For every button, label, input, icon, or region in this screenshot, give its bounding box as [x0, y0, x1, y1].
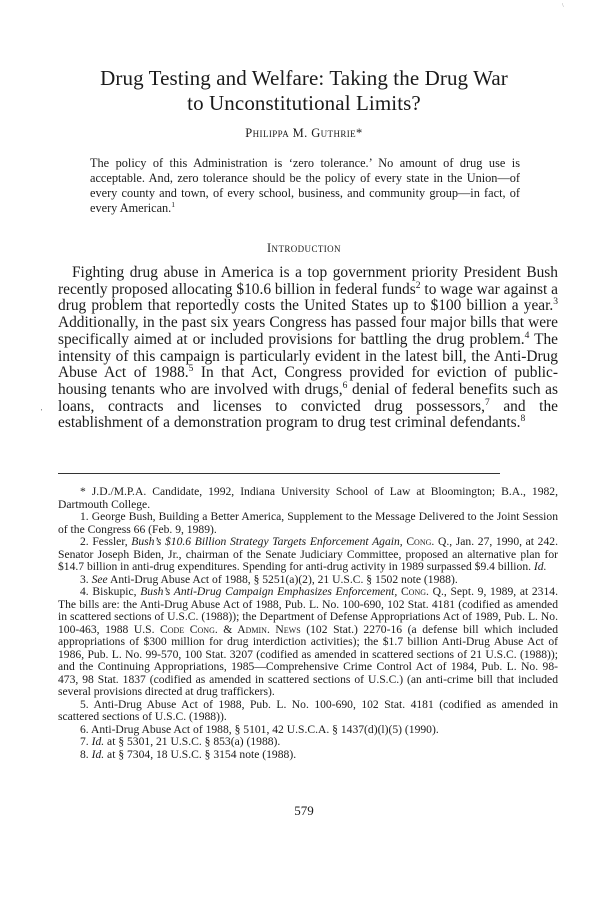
text-run: (102 Stat.) 2270-16 (a defense bill which included appropriations of $300 million for drug interdiction activities); the $1.7 billion Anti-Drug Abuse Act of 1986, Pub. L. No. 99-570, 100 Stat. 3207 (codified as amended in scattered sections of 21 U.S.C. (1988)); and the Continuing Appropriations, 1985—Comprehensive Crime Control Act of 1984, Pub. L. No. 98-473, 98 Stat. 1837 (codified as amended in scattered sections of U.S.C.) (an anti-crime bill that included several provisions directed at drug traffickers). — [58, 622, 558, 698]
text-run: 4. Biskupic, — [80, 585, 141, 598]
author-byline — [0, 126, 608, 141]
title-line-2: to Unconstitutional Limits? — [187, 91, 421, 115]
text-run: to wage war against a drug problem that reportedly costs the United States up to $100 billion a year. — [58, 280, 558, 315]
footnote-author: * J.D./M.P.A. Candidate, 1992, Indiana University School of Law at Bloomington; B.A., 1982, Dartmouth College. — [58, 485, 558, 511]
footnote-ref-2: 2 — [415, 279, 421, 291]
footnote-divider — [58, 473, 500, 474]
footnote-6: 6. Anti-Drug Abuse Act of 1988, § 5101, 42 U.S.C.A. § 1437(d)(l)(5) (1990). — [80, 722, 439, 736]
id-signal: Id. — [91, 747, 105, 761]
text-run: 8. — [80, 747, 92, 761]
author-footnote-mark: * — [356, 126, 363, 140]
article-title — [0, 66, 608, 116]
text-run: The intensity of this campaign is particularly evident in the latest bill, the Anti-Drug Abuse Act of 1988. — [58, 330, 558, 382]
footnote-5: 5. Anti-Drug Abuse Act of 1988, Pub. L. No. 100-690, 102 Stat. 4181 (codified as amended in scattered sections of U.S.C. (1988)). — [58, 697, 558, 723]
page-number: 579 — [294, 803, 314, 818]
text-run: 7. — [80, 735, 92, 748]
footnote-ref-8: 8 — [520, 413, 526, 425]
id-signal: Id. — [533, 560, 547, 573]
source-abbrev: Cong. — [402, 535, 435, 548]
epigraph-text: The policy of this Administration is ‘zero tolerance.’ No amount of drug use is acceptable. And, zero tolerance should be the policy of every state in the Union—of every county and town, of every school, business, and community group—in fact, of every American. — [90, 156, 520, 215]
text-run: 2. Fessler, — [80, 535, 132, 548]
text-run: Anti-Drug Abuse Act of 1988, § 5251(a)(2), 21 U.S.C. § 1502 note (1988). — [107, 572, 458, 586]
body-paragraph — [58, 265, 558, 432]
footnote-ref-3: 3 — [553, 296, 558, 308]
text-run: Additionally, in the past six years Congress has passed four major bills that were specifically aimed at or included provisions for battling the drug problem. — [58, 314, 558, 348]
footnote-8 — [58, 749, 558, 762]
text-run: Fighting drug abuse in America is a top government priority President Bush recently proposed allocating $10.6 billion in federal funds — [58, 264, 558, 298]
footnotes — [58, 486, 558, 761]
see-signal: See — [91, 572, 108, 586]
footnote-2 — [58, 536, 558, 574]
title-line-1: Drug Testing and Welfare: Taking the Drug War — [100, 66, 508, 90]
text-run: Q., Jan. 27, 1990, at 242. Senator Joseph Biden, Jr., chairman of the Senate Judiciary Committee, proposed an alternative plan for $14.7 billion in anti-drug expenditures. Spending for anti-drug activity in 1989 surpassed $9.4 billion. — [58, 535, 558, 573]
text-run: In that Act, Congress provided for eviction of public-housing tenants who are involved with drugs, — [58, 364, 558, 398]
text-run: and the establishment of a demonstration program to drug test criminal defendants. — [58, 397, 558, 432]
text-run: denial of federal benefits such as loans, contracts and licenses to convicted drug possessors, — [58, 380, 558, 415]
footnote-1: 1. George Bush, Building a Better America, Supplement to the Message Delivered to the Joint Session of the Congress 66 (Feb. 9, 1989). — [58, 510, 558, 536]
section-heading-introduction: Introduction — [267, 241, 341, 255]
scan-artifact-mark: \ — [562, 3, 564, 9]
margin-tick-mark: ' — [41, 408, 43, 416]
text-run: at § 5301, 21 U.S.C. § 853(a) (1988). — [104, 735, 281, 748]
source-abbrev: Cong. — [397, 585, 429, 598]
footnote-ref-7: 7 — [484, 396, 490, 408]
footnote-ref-1: 1 — [171, 199, 176, 209]
footnote-4 — [58, 586, 558, 699]
cited-title: Bush’s Anti-Drug Campaign Emphasizes Enforcement, — [140, 585, 398, 598]
footnote-ref-4: 4 — [524, 329, 530, 341]
text-run: 3. — [80, 572, 92, 586]
cited-title: Bush’s $10.6 Billion Strategy Targets Enforcement Again, — [131, 535, 403, 548]
source-abbrev: Code Cong. & Admin. News — [160, 622, 301, 636]
id-signal: Id. — [91, 735, 105, 748]
epigraph-quote — [90, 156, 520, 216]
footnote-ref-5: 5 — [188, 363, 194, 375]
footnote-ref-6: 6 — [342, 379, 348, 391]
author-name: Philippa M. Guthrie — [245, 126, 357, 140]
introduction-paragraph — [58, 265, 558, 432]
text-run: Q., Sept. 9, 1989, at 2314. The bills are: the Anti-Drug Abuse Act of 1988, Pub. L. No. 100-690, 102 Stat. 4181 (codified as amended in scattered sections of U.S.C. (1988)); the Department of Defense Appropriations Act of 1989, Pub. L. No. 100-463, 1988 U.S. — [58, 585, 558, 636]
text-run: at § 7304, 18 U.S.C. § 3154 note (1988). — [104, 747, 297, 761]
